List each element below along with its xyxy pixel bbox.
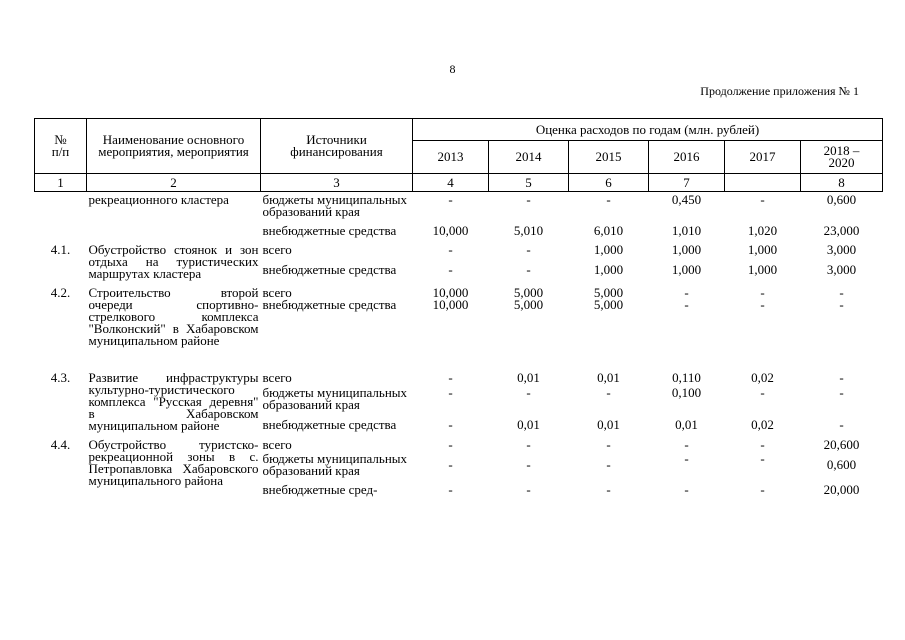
header-year: 2017 bbox=[725, 141, 801, 174]
header-year: 2015 bbox=[569, 141, 649, 174]
value-2014: - bbox=[526, 242, 531, 257]
column-number: 3 bbox=[261, 174, 413, 192]
value-2018-2020: 0,600 bbox=[826, 192, 857, 207]
column-number: 5 bbox=[489, 174, 569, 192]
value-2015: - bbox=[606, 384, 611, 400]
column-number: 4 bbox=[413, 174, 489, 192]
item-name: Строительство второй очереди спортивно-стрелкового комплекса "Волконский" в Хабаровском муниципальном районе bbox=[88, 285, 259, 348]
funding-source: всего bbox=[262, 285, 292, 300]
value-2013: - bbox=[448, 192, 453, 207]
value-2014: - bbox=[526, 457, 531, 472]
value-2016: - bbox=[684, 451, 689, 466]
value-2013: - bbox=[448, 417, 453, 433]
value-2018-2020: - bbox=[839, 285, 844, 300]
value-2014: 0,01 bbox=[517, 370, 540, 385]
value-2018-2020: 23,000 bbox=[823, 223, 860, 238]
value-2017: - bbox=[760, 482, 765, 497]
table-row bbox=[35, 365, 883, 385]
value-2016: 0,100 bbox=[671, 384, 702, 400]
value-2015: - bbox=[606, 437, 611, 452]
value-2018-2020: - bbox=[839, 370, 844, 385]
value-2018-2020: 3,000 bbox=[826, 261, 857, 277]
value-2018-2020: 20,600 bbox=[823, 437, 860, 452]
column-number: 8 bbox=[801, 174, 883, 192]
value-2015: 5,000 bbox=[593, 297, 624, 312]
value-2015: - bbox=[606, 457, 611, 472]
item-name: Обустройство туристско-рекреационной зоны в с. Петропавловка Хабаровского муниципального района bbox=[88, 437, 259, 488]
value-2014: 0,01 bbox=[517, 417, 540, 433]
value-2018-2020: 20,000 bbox=[823, 482, 860, 497]
value-2014: - bbox=[526, 437, 531, 452]
value-2017: 1,000 bbox=[747, 261, 778, 277]
value-2016: - bbox=[684, 297, 689, 312]
value-2017: - bbox=[760, 437, 765, 452]
value-2017: 1,020 bbox=[747, 223, 778, 238]
row-number: 4.3. bbox=[50, 370, 71, 385]
funding-source: бюджеты муниципальных образований края bbox=[262, 192, 408, 219]
value-2015: 0,01 bbox=[597, 370, 620, 385]
value-2016: 0,450 bbox=[671, 192, 702, 207]
row-number: 4.4. bbox=[50, 437, 71, 452]
value-2015: 1,000 bbox=[593, 242, 624, 257]
value-2018-2020: 0,600 bbox=[826, 457, 857, 472]
funding-source: внебюджетные средства bbox=[262, 417, 397, 433]
value-2014: - bbox=[526, 261, 531, 277]
item-name: рекреационного кластера bbox=[88, 192, 229, 207]
value-2016: 0,01 bbox=[675, 417, 698, 433]
item-name: Обустройство стоянок и зон отдыха на туристических маршрутах кластера bbox=[88, 242, 259, 281]
value-2017: 0,02 bbox=[751, 370, 774, 385]
table-row bbox=[35, 237, 883, 262]
header-year: 2014 bbox=[489, 141, 569, 174]
funding-source: всего bbox=[262, 437, 292, 452]
value-2015: 6,010 bbox=[593, 223, 624, 238]
value-2013: 10,000 bbox=[432, 223, 469, 238]
value-2018-2020: - bbox=[839, 417, 844, 433]
funding-source: всего bbox=[262, 370, 292, 385]
value-2016: 1,000 bbox=[671, 242, 702, 257]
value-2017: - bbox=[760, 451, 765, 466]
value-2016: 0,110 bbox=[672, 370, 701, 385]
funding-source: бюджеты муниципальных образований края bbox=[262, 451, 408, 478]
value-2015: 0,01 bbox=[597, 417, 620, 433]
value-2017: 0,02 bbox=[751, 417, 774, 433]
value-2018-2020: 3,000 bbox=[826, 242, 857, 257]
value-2015: - bbox=[606, 482, 611, 497]
funding-source: внебюджетные средства bbox=[262, 261, 397, 277]
value-2014: - bbox=[526, 482, 531, 497]
value-2014: - bbox=[526, 384, 531, 400]
value-2016: 1,010 bbox=[671, 223, 702, 238]
page-number: 8 bbox=[449, 62, 456, 76]
value-2015: 1,000 bbox=[593, 261, 624, 277]
value-2014: 5,000 bbox=[513, 297, 544, 312]
value-2013: - bbox=[448, 242, 453, 257]
header-num: № п/п bbox=[35, 119, 87, 174]
value-2013: - bbox=[448, 261, 453, 277]
value-2016: - bbox=[684, 437, 689, 452]
table-row bbox=[35, 192, 883, 219]
value-2013: - bbox=[448, 437, 453, 452]
value-2013: - bbox=[448, 370, 453, 385]
value-2014: 5,000 bbox=[513, 285, 544, 300]
funding-source: бюджеты муниципальных образований края bbox=[262, 384, 408, 412]
value-2017: - bbox=[760, 192, 765, 207]
value-2013: - bbox=[448, 457, 453, 472]
column-number: 7 bbox=[649, 174, 725, 192]
value-2017: - bbox=[760, 384, 765, 400]
value-2013: - bbox=[448, 384, 453, 400]
value-2018-2020: - bbox=[839, 297, 844, 312]
funding-source: всего bbox=[262, 242, 292, 257]
value-2014: 5,010 bbox=[513, 223, 544, 238]
value-2013: - bbox=[448, 482, 453, 497]
value-2014: - bbox=[526, 192, 531, 207]
continuation-label: Продолжение приложения № 1 bbox=[700, 84, 859, 98]
value-2018-2020: - bbox=[839, 384, 844, 400]
header-source: Источники финансирования bbox=[261, 119, 413, 174]
value-2013: 10,000 bbox=[432, 285, 469, 300]
header-year: 2018 – 2020 bbox=[801, 141, 883, 174]
funding-source: внебюджетные средства bbox=[262, 223, 397, 238]
row-number: 4.2. bbox=[50, 285, 71, 300]
funding-source: внебюджетные средства bbox=[262, 297, 397, 312]
column-number: 6 bbox=[569, 174, 649, 192]
row-number bbox=[35, 192, 87, 238]
item-name: Развитие инфраструктуры культурно-туристического комплекса "Русская деревня" в Хабаровском муниципальном районе bbox=[88, 370, 259, 433]
value-2016: 1,000 bbox=[671, 261, 702, 277]
table-row bbox=[35, 432, 883, 451]
column-number: 2 bbox=[87, 174, 261, 192]
header-name: Наименование основного мероприятия, мероприятия bbox=[87, 119, 261, 174]
budget-table bbox=[34, 118, 883, 496]
header-estimate: Оценка расходов по годам (млн. рублей) bbox=[413, 119, 883, 141]
value-2017: 1,000 bbox=[747, 242, 778, 257]
value-2015: - bbox=[606, 192, 611, 207]
value-2016: - bbox=[684, 482, 689, 497]
value-2017: - bbox=[760, 285, 765, 300]
row-number: 4.1. bbox=[50, 242, 71, 257]
value-2017: - bbox=[760, 297, 765, 312]
value-2015: 5,000 bbox=[593, 285, 624, 300]
value-2013: 10,000 bbox=[432, 297, 469, 312]
value-2016: - bbox=[684, 285, 689, 300]
column-number: 1 bbox=[35, 174, 87, 192]
funding-source: внебюджетные сред- bbox=[262, 482, 378, 497]
header-year: 2013 bbox=[413, 141, 489, 174]
column-number bbox=[725, 174, 801, 192]
header-year: 2016 bbox=[649, 141, 725, 174]
